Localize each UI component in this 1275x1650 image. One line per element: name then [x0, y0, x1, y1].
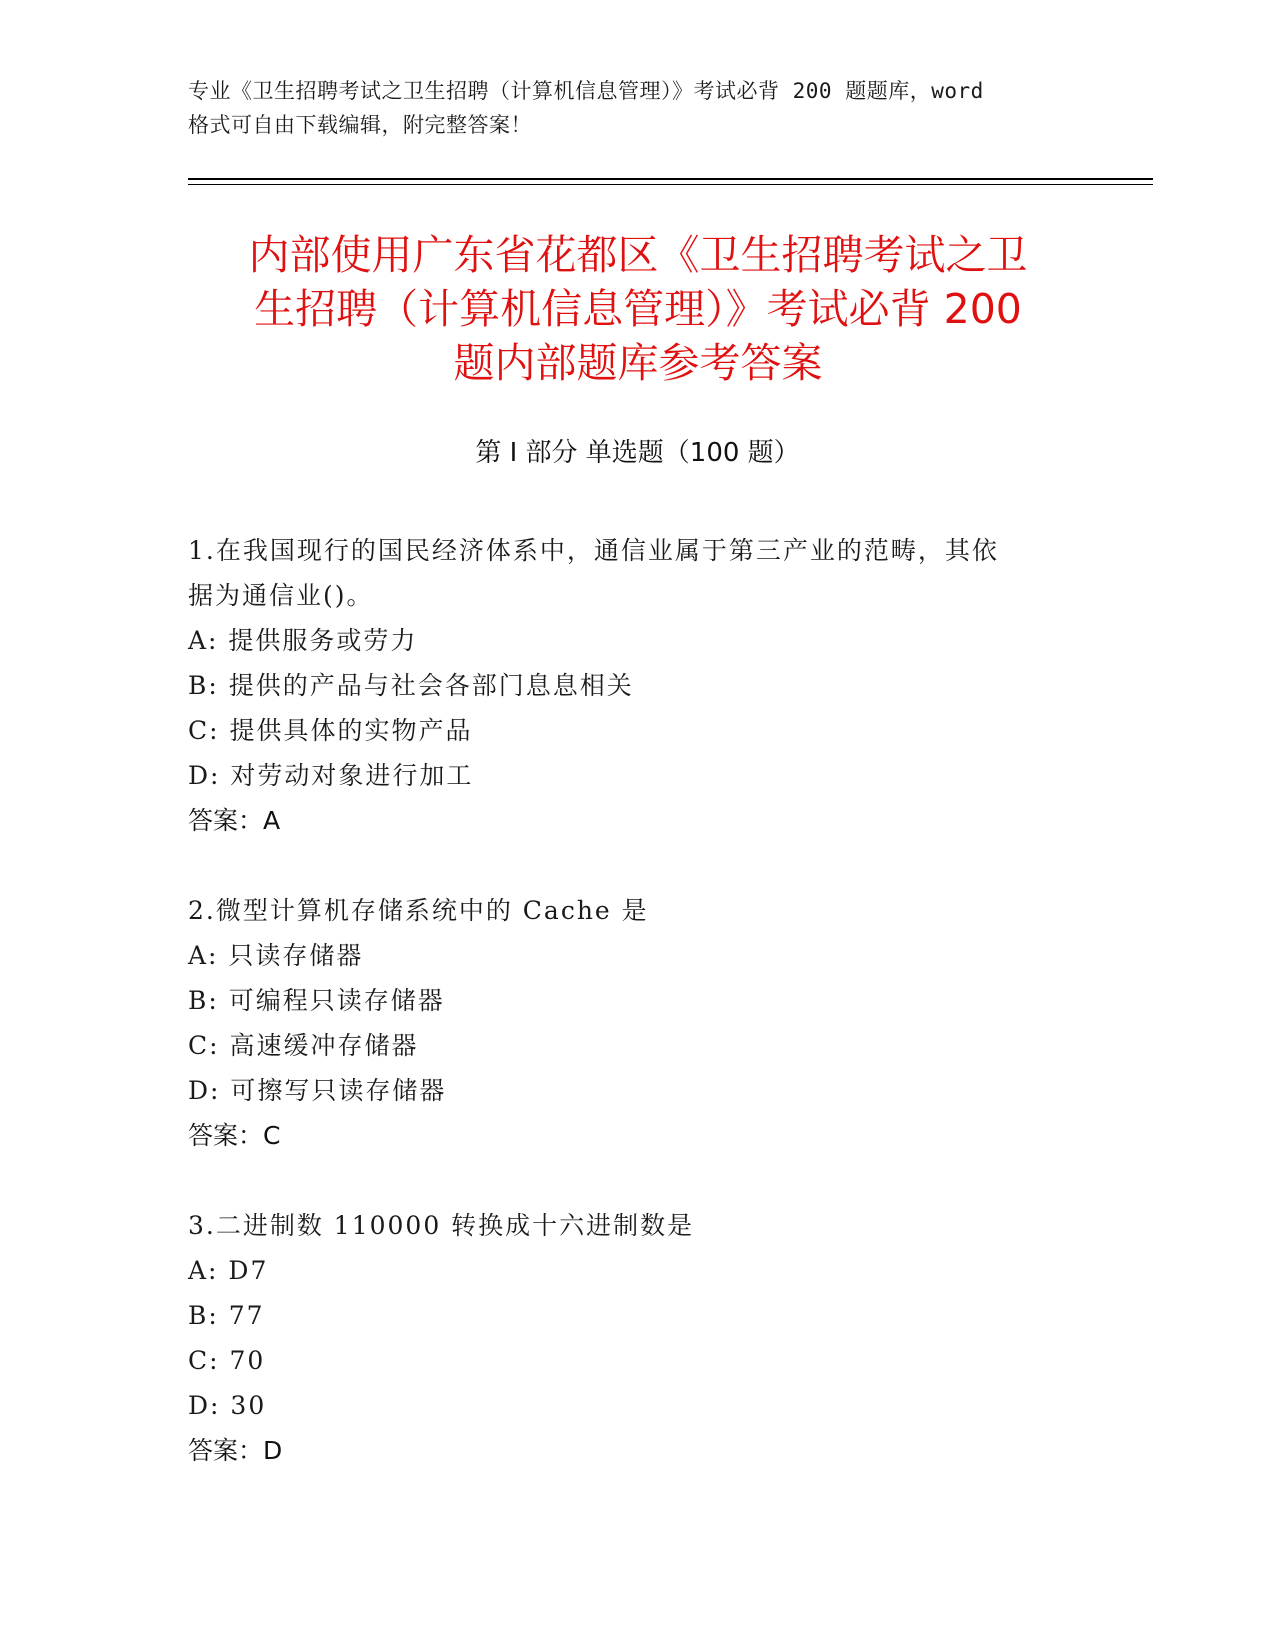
option-a: A: 只读存储器 [188, 941, 364, 970]
document-title-line-1: 内部使用广东省花都区《卫生招聘考试之卫 [248, 231, 1028, 279]
question-stem: 1.在我国现行的国民经济体系中，通信业属于第三产业的范畴，其依 [188, 536, 999, 565]
header-note [188, 74, 1088, 142]
question-stem-continued: 据为通信业()。 [188, 581, 374, 610]
question-1 [188, 528, 1058, 844]
option-a: A: D7 [188, 1256, 269, 1285]
option-d: D: 30 [188, 1391, 267, 1420]
question-stem: 3.二进制数 110000 转换成十六进制数是 [188, 1211, 695, 1240]
question-list [188, 528, 1058, 1518]
answer: 答案：A [188, 806, 281, 835]
option-b: B: 可编程只读存储器 [188, 986, 445, 1015]
document-title-line-3: 题内部题库参考答案 [453, 339, 823, 387]
document-title-line-2: 生招聘（计算机信息管理）》考试必背 200 [254, 285, 1022, 333]
header-note-line-2: 格式可自由下载编辑，附完整答案！ [188, 113, 532, 137]
answer: 答案：D [188, 1436, 283, 1465]
question-2 [188, 888, 1058, 1159]
question-3 [188, 1203, 1058, 1474]
option-d: D: 可擦写只读存储器 [188, 1076, 447, 1105]
header-divider-thin [188, 184, 1153, 185]
option-c: C: 70 [188, 1346, 266, 1375]
header-divider-thick [188, 178, 1153, 180]
section-heading: 第 I 部分 单选题（100 题） [475, 438, 800, 468]
answer: 答案：C [188, 1121, 281, 1150]
document-title [188, 228, 1088, 390]
option-c: C: 高速缓冲存储器 [188, 1031, 419, 1060]
option-d: D: 对劳动对象进行加工 [188, 761, 474, 790]
question-stem: 2.微型计算机存储系统中的 Cache 是 [188, 896, 649, 925]
option-b: B: 提供的产品与社会各部门息息相关 [188, 671, 634, 700]
option-b: B: 77 [188, 1301, 265, 1330]
option-a: A: 提供服务或劳力 [188, 626, 418, 655]
header-note-line-1: 专业《卫生招聘考试之卫生招聘（计算机信息管理）》考试必背 200 题题库，word [188, 79, 984, 103]
option-c: C: 提供具体的实物产品 [188, 716, 473, 745]
